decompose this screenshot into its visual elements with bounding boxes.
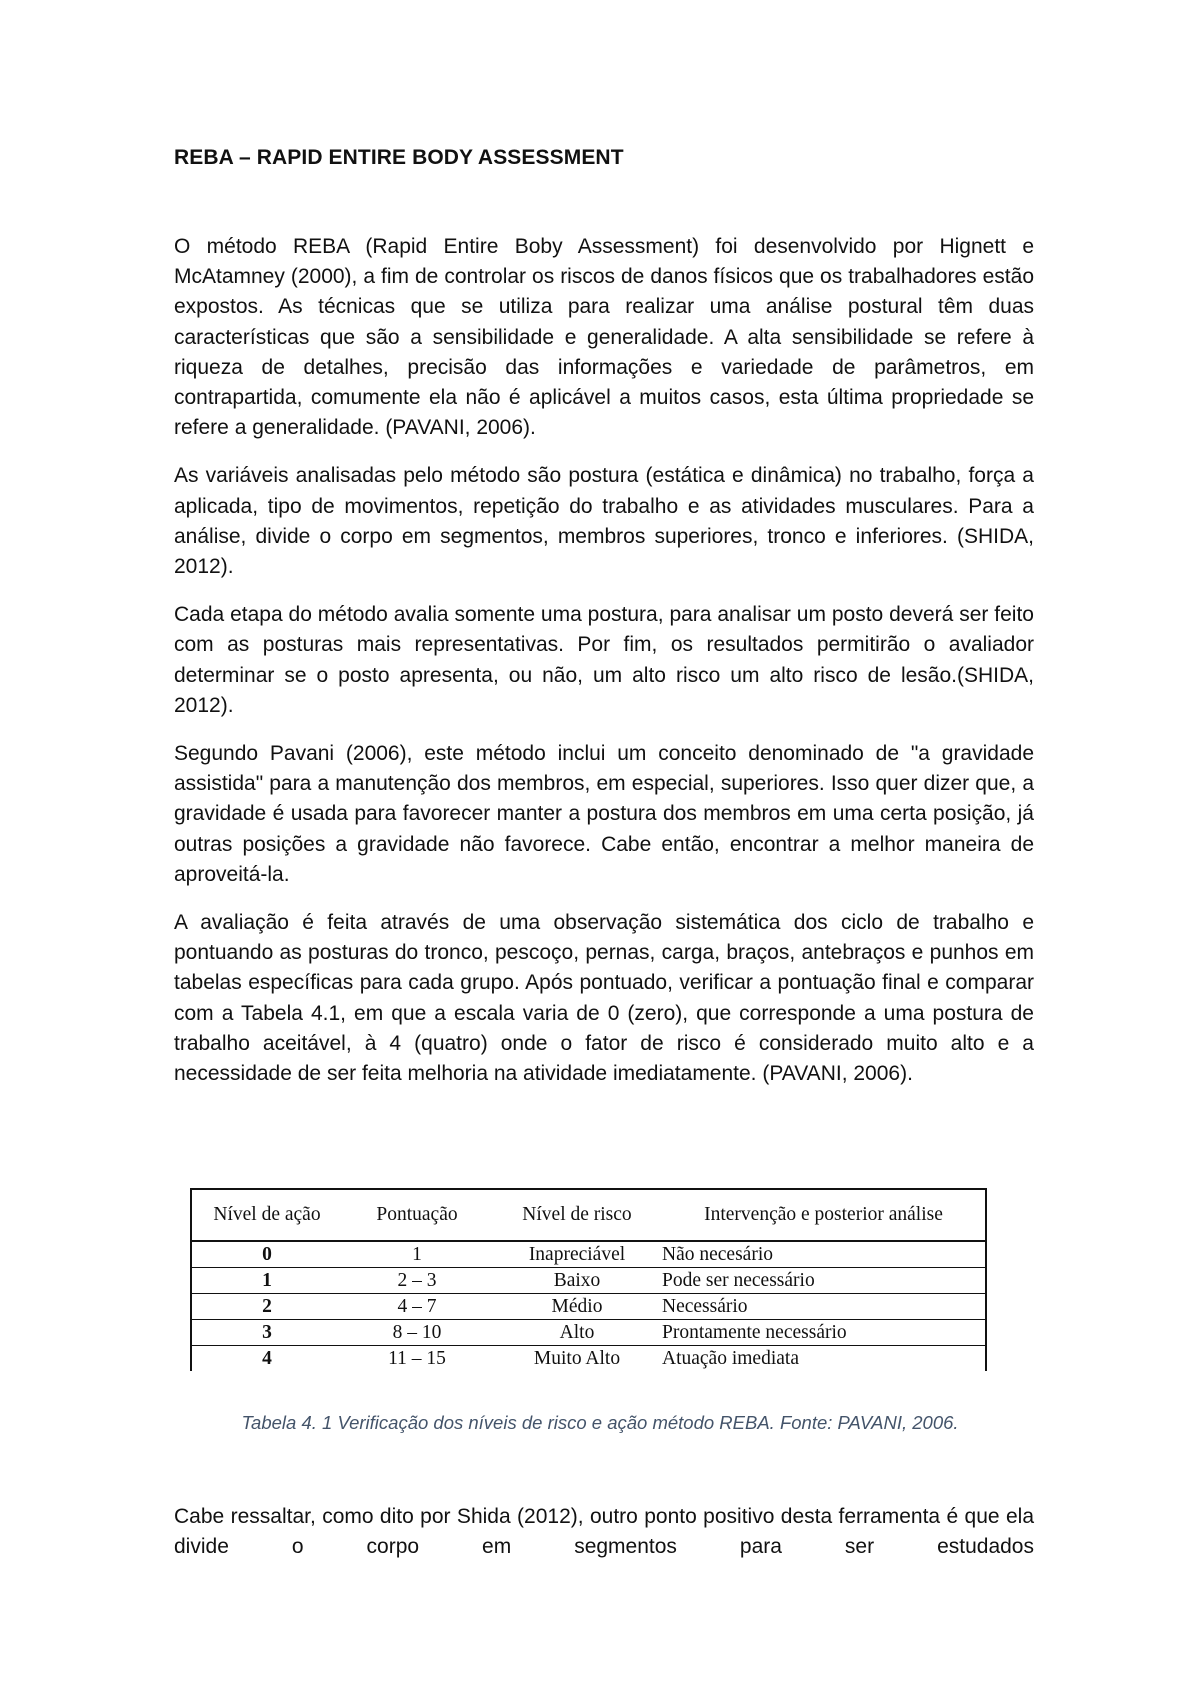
- score-cell: 1: [342, 1241, 492, 1268]
- table-row: [191, 1241, 986, 1268]
- document-title: REBA – RAPID ENTIRE BODY ASSESSMENT: [174, 146, 624, 169]
- table-row: [191, 1346, 986, 1372]
- risk-level-cell: Alto: [492, 1320, 662, 1346]
- risk-level-cell: Inapreciável: [492, 1241, 662, 1268]
- risk-table-figure: [190, 1188, 987, 1371]
- risk-level-cell: Médio: [492, 1294, 662, 1320]
- table-row: [191, 1268, 986, 1294]
- risk-level-cell: Baixo: [492, 1268, 662, 1294]
- action-level-cell: 1: [191, 1268, 342, 1294]
- column-header: Pontuação: [342, 1189, 492, 1241]
- score-cell: 4 – 7: [342, 1294, 492, 1320]
- table-row: [191, 1320, 986, 1346]
- action-level-cell: 4: [191, 1346, 342, 1372]
- intervention-cell: Não necesário: [662, 1241, 986, 1268]
- column-header: Nível de ação: [191, 1189, 342, 1241]
- score-cell: 8 – 10: [342, 1320, 492, 1346]
- score-cell: 2 – 3: [342, 1268, 492, 1294]
- paragraph: Segundo Pavani (2006), este método inclui um conceito denominado de "a gravidade assistida" para a manutenção dos membros, em especial, superiores. Isso quer dizer que, a gravidade é usada para favorecer manter a postura dos membros em uma certa posição, já outras posições a gravidade não favorece. Cabe então, encontrar a melhor maneira de aproveitá-la.: [174, 742, 1034, 886]
- risk-level-cell: Muito Alto: [533, 1348, 621, 1369]
- paragraph: Cada etapa do método avalia somente uma postura, para analisar um posto deverá ser feito com as posturas mais representativas. Por fim, os resultados permitirão o avaliador determinar se o posto apresenta, ou não, um alto risco um alto risco de lesão.(SHIDA, 2012).: [174, 603, 1034, 717]
- table-row: [191, 1294, 986, 1320]
- paragraph: Cabe ressaltar, como dito por Shida (2012), outro ponto positivo desta ferramenta é que ela divide o corpo em segmentos para ser estudados: [174, 1505, 1034, 1559]
- action-level-cell: 0: [191, 1241, 342, 1268]
- paragraph: As variáveis analisadas pelo método são postura (estática e dinâmica) no trabalho, força a aplicada, tipo de movimentos, repetição do trabalho e as atividades musculares. Para a análise, divide o corpo em segmentos, membros superiores, tronco e inferiores. (SHIDA, 2012).: [174, 464, 1034, 579]
- table-caption: Tabela 4. 1 Verificação dos níveis de risco e ação método REBA. Fonte: PAVANI, 2006.: [241, 1412, 959, 1433]
- intervention-cell: Atuação imediata: [662, 1346, 986, 1372]
- action-level-cell: 2: [191, 1294, 342, 1320]
- score-cell: 11 – 15: [388, 1348, 446, 1369]
- paragraph: O método REBA (Rapid Entire Boby Assessment) foi desenvolvido por Hignett e McAtamney (2000), a fim de controlar os riscos de danos físicos que os trabalhadores estão expostos. As técnicas que se utiliza para realizar uma análise postural têm duas características que são a sensibilidade e generalidade. A alta sensibilidade se refere à riqueza de detalhes, precisão das informações e variedade de parâmetros, em contrapartida, comumente ela não é aplicável a muitos casos, esta última propriedade se refere a generalidade. (PAVANI, 2006).: [174, 235, 1034, 440]
- table-header-row: [191, 1189, 986, 1241]
- page-body-continued: [174, 1502, 1034, 1580]
- column-header: Intervenção e posterior análise: [662, 1189, 986, 1241]
- page-body: [174, 146, 1034, 1107]
- intervention-cell: Prontamente necessário: [662, 1320, 986, 1346]
- intervention-cell: Pode ser necessário: [662, 1268, 986, 1294]
- column-header: Nível de risco: [492, 1189, 662, 1241]
- paragraph: A avaliação é feita através de uma observação sistemática dos ciclo de trabalho e pontuando as posturas do tronco, pescoço, pernas, carga, braços, antebraços e punhos em tabelas específicas para cada grupo. Após pontuado, verificar a pontuação final e comparar com a Tabela 4.1, em que a escala varia de 0 (zero), que corresponde a uma postura de trabalho aceitável, à 4 (quatro) onde o fator de risco é considerado muito alto e a necessidade de ser feita melhoria na atividade imediatamente. (PAVANI, 2006).: [174, 911, 1034, 1086]
- risk-level-table: [190, 1188, 987, 1371]
- action-level-cell: 3: [191, 1320, 342, 1346]
- intervention-cell: Necessário: [662, 1294, 986, 1320]
